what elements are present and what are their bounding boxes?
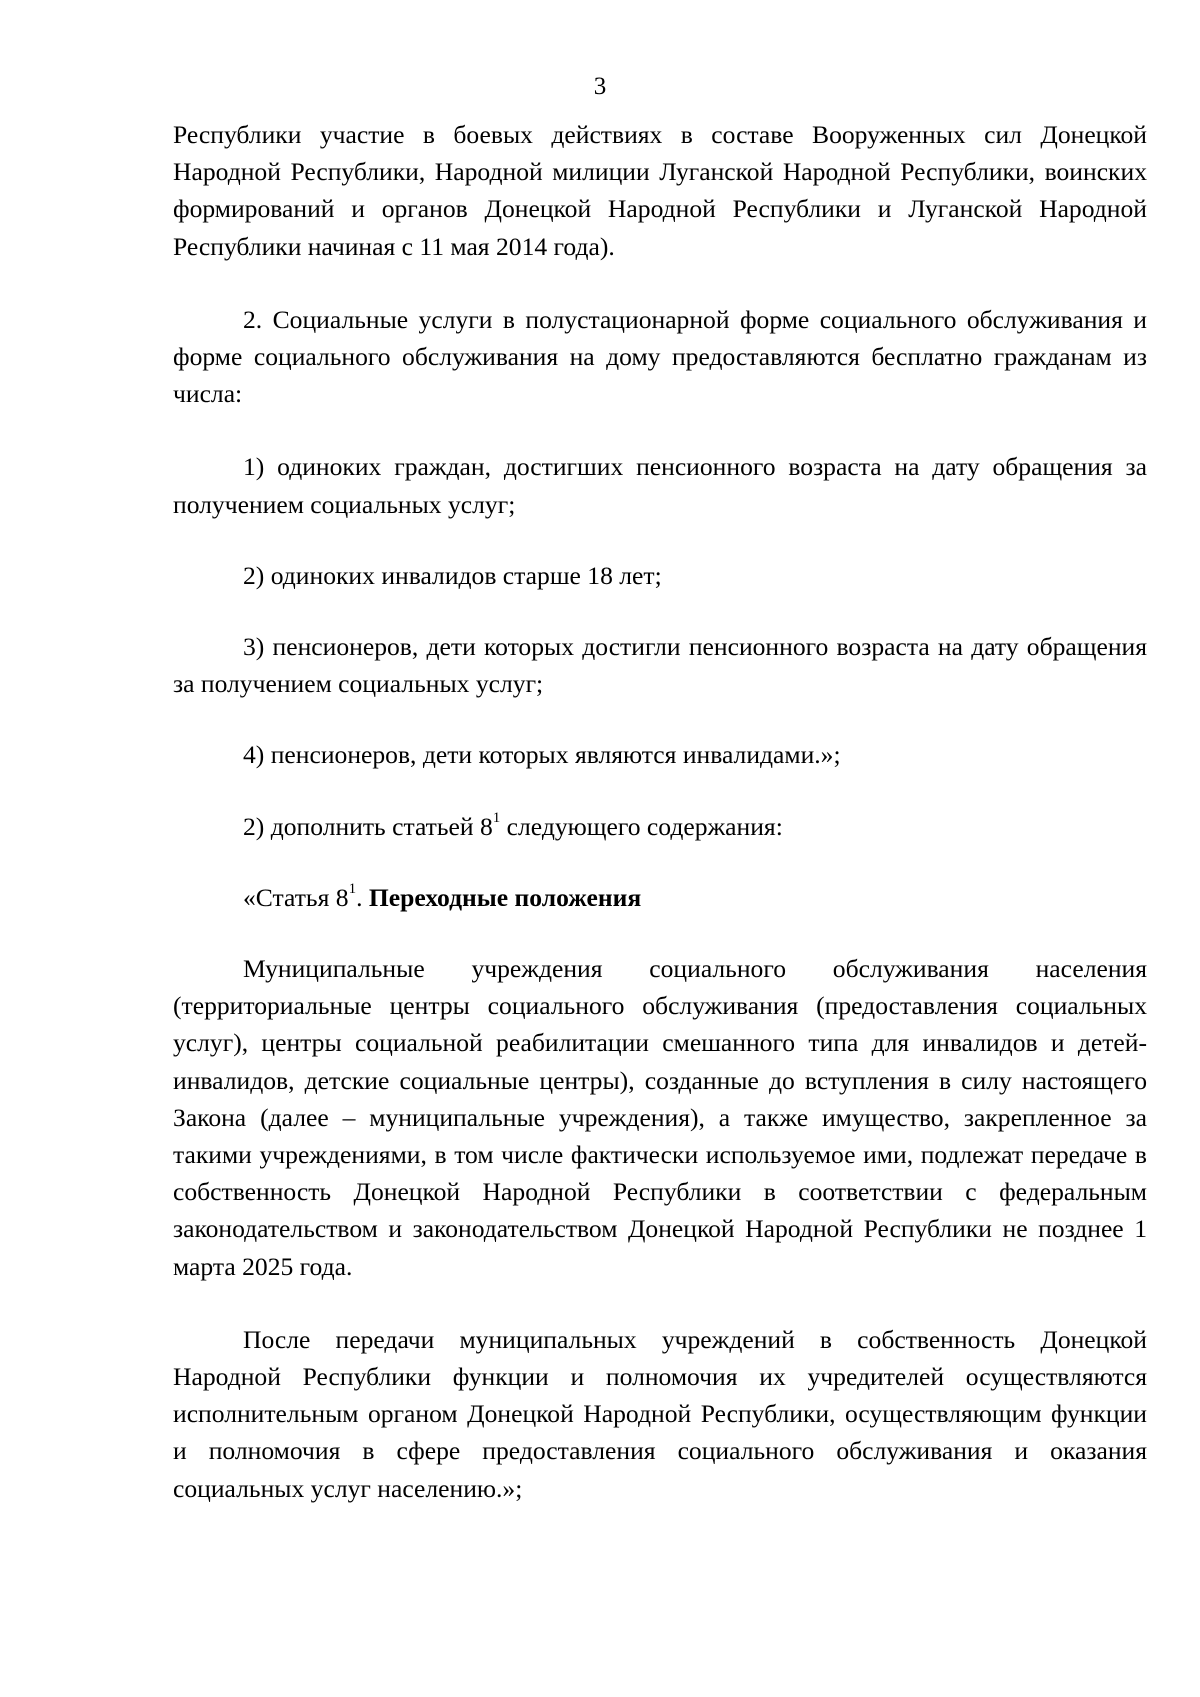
paragraph-after-transfer: После передачи муниципальных учреждений в собственность Донецкой Народной Республики функции и полномочия их учредителей осуществляются исполнительным органом Донецкой Народной Республики, осуществляющим функции и полномочия в сфере предоставления социального обслуживания и оказания социальных услуг населению.»; [173,1324,1147,1503]
article-heading-dot: . [356,882,369,912]
paragraph-amendment [173,808,1147,845]
document-body [173,116,1147,1507]
article-heading [173,879,1147,916]
paragraph-transfer: Муниципальные учреждения социального обслуживания населения (территориальные центры социального обслуживания (предоставления социальных услуг), центры социальной реабилитации смешанного типа для инвалидов и детей-инвалидов, детские социальные центры), созданные до вступления в силу настоящего Закона (далее – муниципальные учреждения), а также имущество, закрепленное за такими учреждениями, в том числе фактически используемое ими, подлежат передаче в собственность Донецкой Народной Республики в соответствии с федеральным законодательством и законодательством Донецкой Народной Республики не позднее 1 марта 2025 года. [173,954,1147,1281]
article-heading-superscript: 1 [348,881,357,898]
page-number: 3 [593,73,607,100]
amendment-text-prefix: 2) дополнить статьей 8 [243,811,493,841]
article-heading-prefix: «Статья 8 [243,882,349,912]
amendment-superscript: 1 [492,810,501,827]
paragraph-item-2: 2. Социальные услуги в полустационарной форме социального обслуживания и форме социального обслуживания на дому предоставляются бесплатно гражданам из числа: [173,304,1147,409]
list-item-4: 4) пенсионеров, дети которых являются инвалидами.»; [243,740,841,770]
amendment-text-suffix: следующего содержания: [500,811,783,841]
list-item-1: 1) одиноких граждан, достигших пенсионного возраста на дату обращения за получением социальных услуг; [173,452,1147,519]
article-heading-title: Переходные положения [368,882,642,912]
list-item-2: 2) одиноких инвалидов старше 18 лет; [243,560,662,590]
paragraph-intro-continuation: Республики участие в боевых действиях в составе Вооруженных сил Донецкой Народной Республики, Народной милиции Луганской Народной Республики, воинских формирований и органов Донецкой Народной Республики и Луганской Народной Республики начиная с 11 мая 2014 года). [173,120,1147,261]
list-item-3: 3) пенсионеров, дети которых достигли пенсионного возраста на дату обращения за получением социальных услуг; [173,632,1147,699]
